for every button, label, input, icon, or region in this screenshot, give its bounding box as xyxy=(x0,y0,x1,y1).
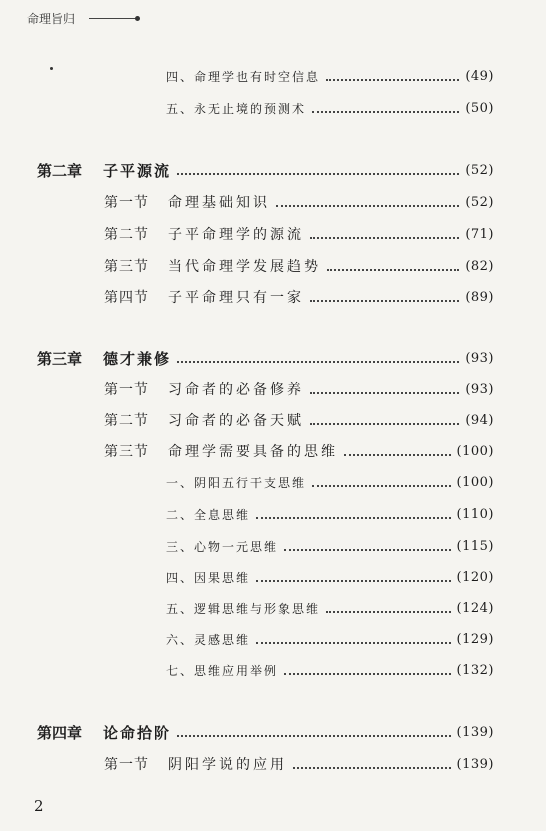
section-number: 第四节 xyxy=(104,290,149,306)
toc-section-row[interactable] xyxy=(104,191,494,213)
toc-page-number: (50) xyxy=(465,100,494,116)
header-rule xyxy=(89,18,137,19)
dot-leader xyxy=(310,300,459,302)
section-title: 子平命理只有一家 xyxy=(168,290,304,306)
toc-chapter-row[interactable] xyxy=(37,159,494,181)
toc-page-number: (93) xyxy=(465,381,494,397)
toc-section-row[interactable] xyxy=(104,409,494,431)
toc-subsection-title: 五、逻辑思维与形象思维 xyxy=(166,601,321,616)
toc-page-number: (100) xyxy=(456,474,494,490)
page-number: 2 xyxy=(34,797,44,815)
toc-subsection-row[interactable] xyxy=(166,65,494,87)
toc-subsection-title: 六、灵感思维 xyxy=(166,632,251,647)
toc-subsection-title: 四、因果思维 xyxy=(166,570,251,585)
section-number: 第一节 xyxy=(104,382,149,398)
toc-page-number: (132) xyxy=(456,662,494,678)
dot-leader xyxy=(256,517,451,519)
toc-page-number: (52) xyxy=(465,194,494,210)
chapter-number: 第四章 xyxy=(37,723,83,742)
dot-leader xyxy=(312,485,451,487)
dot-leader xyxy=(284,549,451,551)
dot-leader xyxy=(312,111,459,113)
toc-page-number: (129) xyxy=(456,631,494,647)
toc-page-number: (139) xyxy=(456,756,494,772)
chapter-title: 论命拾阶 xyxy=(103,723,172,742)
chapter-title: 德才兼修 xyxy=(103,349,172,368)
dot-leader xyxy=(177,735,451,737)
toc-subsection-title: 七、思维应用举例 xyxy=(166,663,279,678)
dot-leader xyxy=(344,454,451,456)
toc-subsection-row[interactable] xyxy=(166,659,494,681)
toc-page-number: (89) xyxy=(465,289,494,305)
toc-page-number: (94) xyxy=(465,412,494,428)
section-number: 第二节 xyxy=(104,227,149,243)
toc-subsection-row[interactable] xyxy=(166,97,494,119)
dot-leader xyxy=(310,392,459,394)
section-number: 第一节 xyxy=(104,195,149,211)
toc-subsection-row[interactable] xyxy=(166,628,494,650)
section-number: 第三节 xyxy=(104,444,149,460)
toc-section-row[interactable] xyxy=(104,255,494,277)
toc-page-number: (120) xyxy=(456,569,494,585)
dot-leader xyxy=(310,237,459,239)
dot-leader xyxy=(256,580,451,582)
section-title: 习命者的必备修养 xyxy=(168,382,304,398)
toc-subsection-row[interactable] xyxy=(166,471,494,493)
toc-section-row[interactable] xyxy=(104,223,494,245)
toc-subsection-title: 四、命理学也有时空信息 xyxy=(166,69,321,84)
section-title: 当代命理学发展趋势 xyxy=(168,259,321,275)
section-number: 第一节 xyxy=(104,757,149,773)
dot-leader xyxy=(327,269,459,271)
toc-page-number: (52) xyxy=(465,162,494,178)
section-title: 命理基础知识 xyxy=(168,195,270,211)
toc-chapter-row[interactable] xyxy=(37,721,494,743)
toc-page-number: (115) xyxy=(456,538,494,554)
dot-leader xyxy=(276,205,459,207)
section-title: 命理学需要具备的思维 xyxy=(168,444,338,460)
toc-subsection-title: 五、永无止境的预测术 xyxy=(166,101,307,116)
toc-page-number: (82) xyxy=(465,258,494,274)
toc-subsection-title: 三、心物一元思维 xyxy=(166,539,279,554)
toc-subsection-row[interactable] xyxy=(166,503,494,525)
dot-leader xyxy=(293,767,451,769)
toc-section-row[interactable] xyxy=(104,378,494,400)
dot-leader xyxy=(326,611,451,613)
section-number: 第二节 xyxy=(104,413,149,429)
chapter-title: 子平源流 xyxy=(103,161,172,180)
toc-page-number: (71) xyxy=(465,226,494,242)
toc-page-number: (124) xyxy=(456,600,494,616)
toc-section-row[interactable] xyxy=(104,286,494,308)
dot-leader xyxy=(326,79,459,81)
dot-leader xyxy=(256,642,451,644)
chapter-number: 第二章 xyxy=(37,161,83,180)
section-number: 第三节 xyxy=(104,259,149,275)
section-title: 习命者的必备天赋 xyxy=(168,413,304,429)
toc-section-row[interactable] xyxy=(104,753,494,775)
toc-subsection-row[interactable] xyxy=(166,535,494,557)
dot-leader xyxy=(177,173,459,175)
toc-chapter-row[interactable] xyxy=(37,347,494,369)
dot-leader xyxy=(177,361,459,363)
running-title: 命理旨归 xyxy=(27,11,76,26)
toc-subsection-row[interactable] xyxy=(166,597,494,619)
toc-subsection-row[interactable] xyxy=(166,566,494,588)
toc-page-number: (100) xyxy=(456,443,494,459)
dot-leader xyxy=(284,673,451,675)
section-title: 阴阳学说的应用 xyxy=(168,757,287,773)
toc-subsection-title: 二、全息思维 xyxy=(166,507,251,522)
toc-subsection-title: 一、阴阳五行干支思维 xyxy=(166,475,307,490)
toc-page-number: (49) xyxy=(465,68,494,84)
dot-leader xyxy=(310,423,459,425)
toc-page-number: (93) xyxy=(465,350,494,366)
toc-page-number: (110) xyxy=(456,506,494,522)
chapter-number: 第三章 xyxy=(37,349,83,368)
toc-section-row[interactable] xyxy=(104,440,494,462)
running-header xyxy=(27,8,137,28)
section-title: 子平命理学的源流 xyxy=(168,227,304,243)
toc-page-number: (139) xyxy=(456,724,494,740)
print-speck xyxy=(50,67,53,70)
